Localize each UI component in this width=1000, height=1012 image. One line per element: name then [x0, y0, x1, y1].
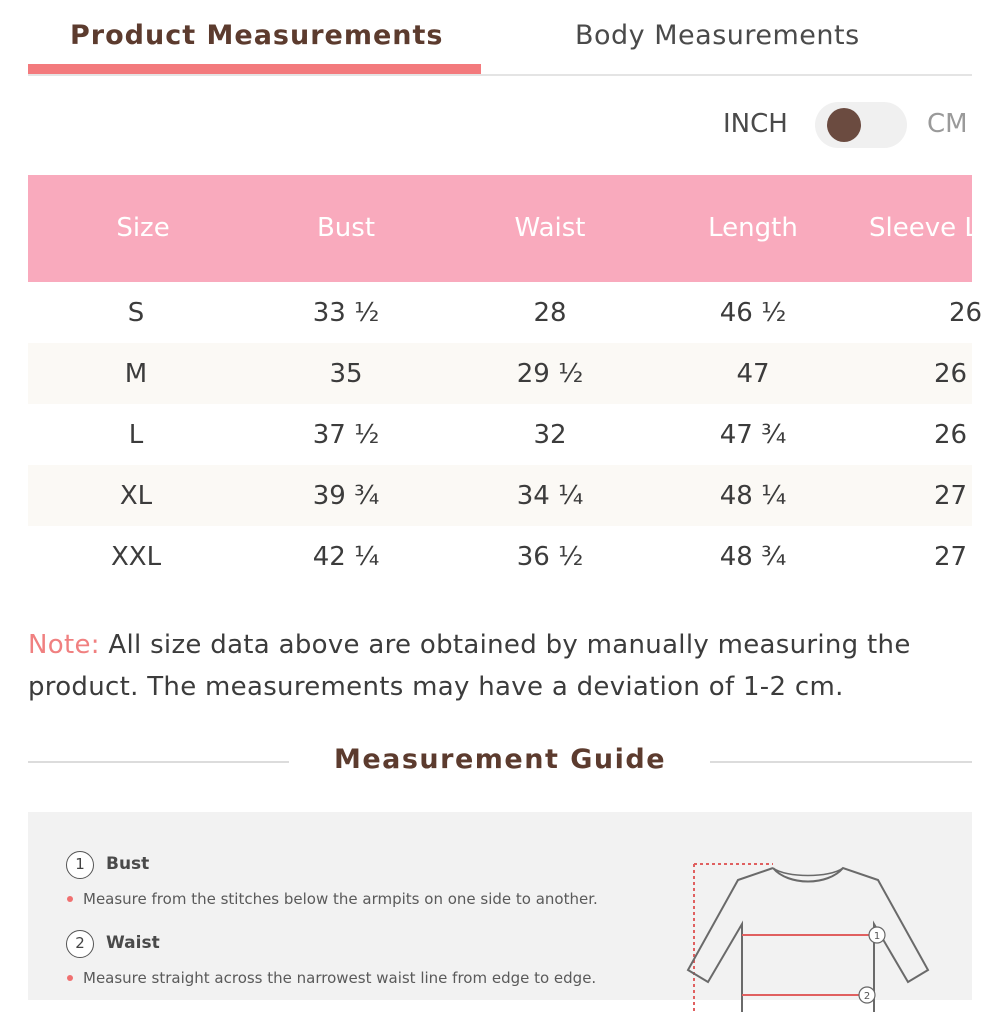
note-text: All size data above are obtained by manually measuring the product. The measurements may have a deviation of 1-2 cm.	[28, 630, 911, 702]
bullet-icon	[67, 975, 73, 981]
cell-bust: 33 ½	[312, 298, 380, 328]
step-number-badge: 2	[66, 930, 94, 958]
active-tab-indicator	[28, 64, 481, 74]
cell-length: 47 ¾	[719, 420, 787, 450]
cell-length: 48 ¼	[719, 481, 787, 511]
step-number-badge: 1	[66, 851, 94, 879]
measurement-guide-panel	[28, 812, 972, 1000]
cell-size: XL	[119, 481, 153, 511]
cell-waist: 32	[533, 420, 567, 450]
garment-outline	[688, 868, 928, 1012]
note-label: Note:	[28, 630, 100, 660]
guide-item-desc: Measure straight across the narrowest waist line from edge to edge.	[83, 969, 597, 987]
cell-size: S	[127, 298, 145, 328]
divider	[710, 761, 972, 763]
table-header	[28, 175, 979, 282]
cell-sleeve: 27	[934, 542, 968, 572]
cell-size: M	[124, 359, 148, 389]
cell-sleeve: 27	[934, 481, 968, 511]
header-waist: Waist	[514, 213, 586, 243]
cell-sleeve: 26	[934, 420, 968, 450]
table-row	[28, 282, 983, 343]
cell-size: XXL	[110, 542, 162, 572]
size-note	[28, 624, 972, 708]
cell-bust: 39 ¾	[312, 481, 380, 511]
bullet-icon	[67, 896, 73, 902]
guide-item-desc: Measure from the stitches below the armpits on one side to another.	[83, 890, 598, 908]
tab-product-measurements[interactable]: Product Measurements	[70, 20, 444, 51]
unit-toggle-knob	[827, 108, 861, 142]
cell-bust: 35	[329, 359, 363, 389]
header-size: Size	[116, 213, 170, 243]
unit-inch-label[interactable]: INCH	[723, 109, 788, 139]
table-row	[28, 465, 972, 526]
cell-bust: 37 ½	[312, 420, 380, 450]
cell-length: 46 ½	[719, 298, 787, 328]
guide-item-title: Waist	[106, 933, 160, 953]
guide-title: Measurement Guide	[333, 744, 667, 775]
header-bust: Bust	[316, 213, 376, 243]
marker-2-label: 2	[863, 991, 871, 1002]
guide-item-title: Bust	[106, 854, 150, 874]
cell-size: L	[128, 420, 144, 450]
header-length: Length	[708, 213, 798, 243]
cell-sleeve: 26	[949, 298, 983, 328]
guide-heading	[28, 740, 972, 784]
cell-waist: 36 ½	[516, 542, 584, 572]
cell-waist: 29 ½	[516, 359, 584, 389]
table-row	[28, 526, 972, 587]
unit-switch-row	[0, 100, 1000, 152]
cell-length: 48 ¾	[719, 542, 787, 572]
table-row	[28, 404, 972, 465]
cell-sleeve: 26	[934, 359, 968, 389]
garment-diagram-icon	[678, 852, 938, 1012]
unit-cm-label[interactable]: CM	[927, 109, 968, 139]
table-row	[28, 343, 972, 404]
header-sleeve: Sleeve L	[869, 213, 979, 243]
cell-waist: 28	[533, 298, 567, 328]
unit-toggle[interactable]	[815, 102, 907, 148]
cell-bust: 42 ¼	[312, 542, 380, 572]
measurement-tabs	[28, 0, 972, 76]
neckline	[773, 868, 843, 876]
cell-length: 47	[736, 359, 770, 389]
size-table	[28, 175, 983, 588]
cell-waist: 34 ¼	[516, 481, 584, 511]
tab-body-measurements[interactable]: Body Measurements	[575, 20, 860, 51]
marker-1-label: 1	[873, 931, 881, 942]
